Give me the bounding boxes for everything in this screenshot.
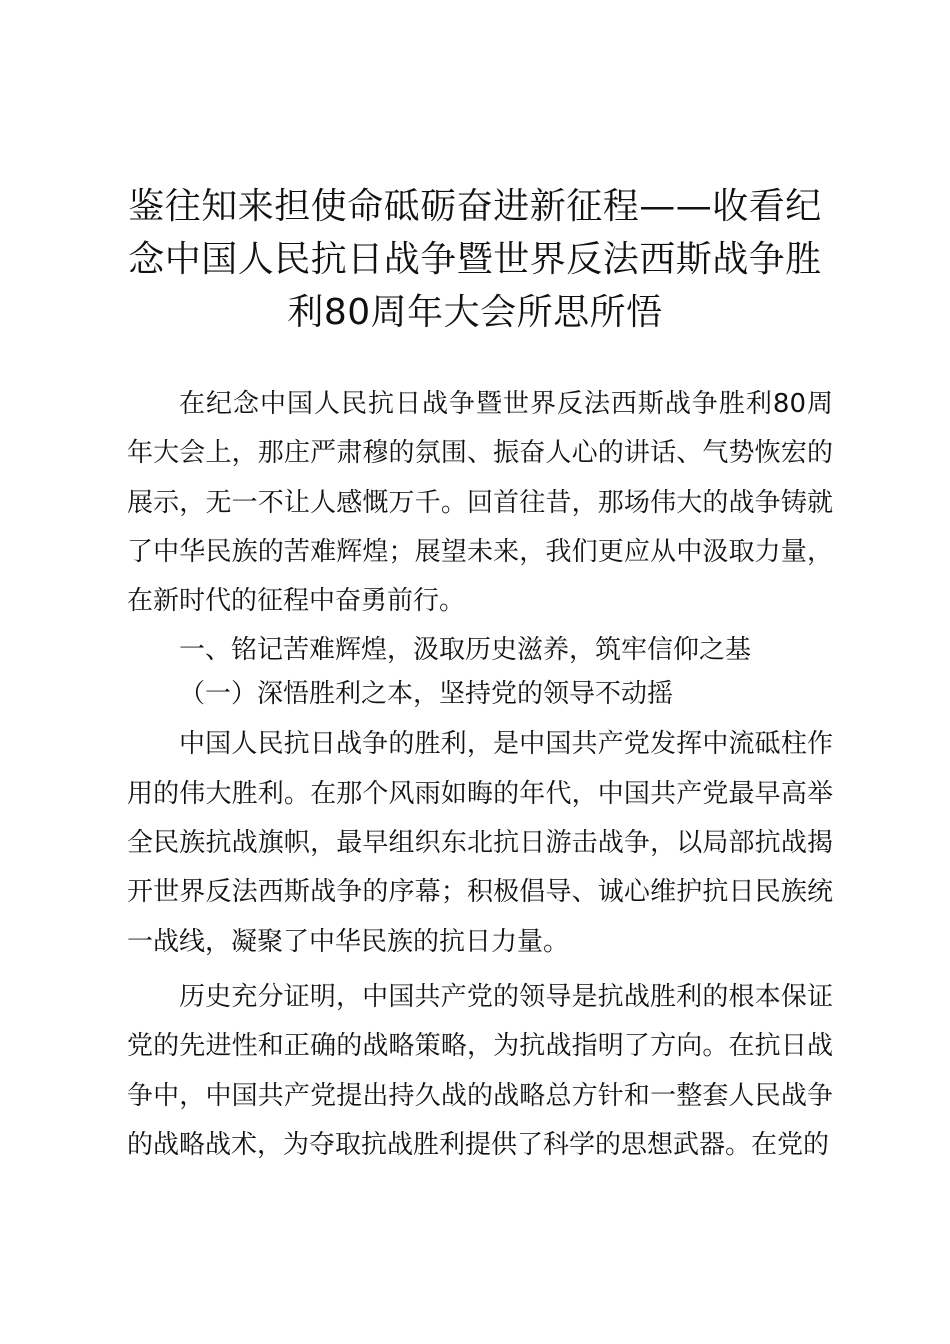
- body-paragraph-1: 中国人民抗日战争的胜利，是中国共产党发挥中流砥柱作用的伟大胜利。在那个风雨如晦的年代，中国共产党最早高举全民族抗战旗帜，最早组织东北抗日游击战争，以局部抗战揭开世界反法西斯战争的序幕；积极倡导、诚心维护抗日民族统一战线，凝聚了中华民族的抗日力量。: [127, 729, 833, 957]
- section-heading-1: 一、铭记苦难辉煌，汲取历史滋养，筑牢信仰之基: [179, 635, 752, 666]
- subsection-heading-1: （一）深悟胜利之本，坚持党的领导不动摇: [179, 679, 674, 710]
- intro-paragraph: 在纪念中国人民抗日战争暨世界反法西斯战争胜利80周年大会上，那庄严肃穆的氛围、振奋人心的讲话、气势恢宏的展示，无一不让人感慨万千。回首往昔，那场伟大的战争铸就了中华民族的苦难辉煌；展望未来，我们更应从中汲取力量，在新时代的征程中奋勇前行。: [127, 389, 833, 617]
- body-paragraph-2: 历史充分证明，中国共产党的领导是抗战胜利的根本保证党的先进性和正确的战略策略，为抗战指明了方向。在抗日战争中，中国共产党提出持久战的战略总方针和一整套人民战争的战略战术，为夺取抗战胜利提供了科学的思想武器。在党的: [127, 981, 833, 1160]
- document-body: [127, 380, 833, 1170]
- document-title: 鉴往知来担使命砥砺奋进新征程——收看纪念中国人民抗日战争暨世界反法西斯战争胜利80周年大会所思所悟: [128, 186, 822, 333]
